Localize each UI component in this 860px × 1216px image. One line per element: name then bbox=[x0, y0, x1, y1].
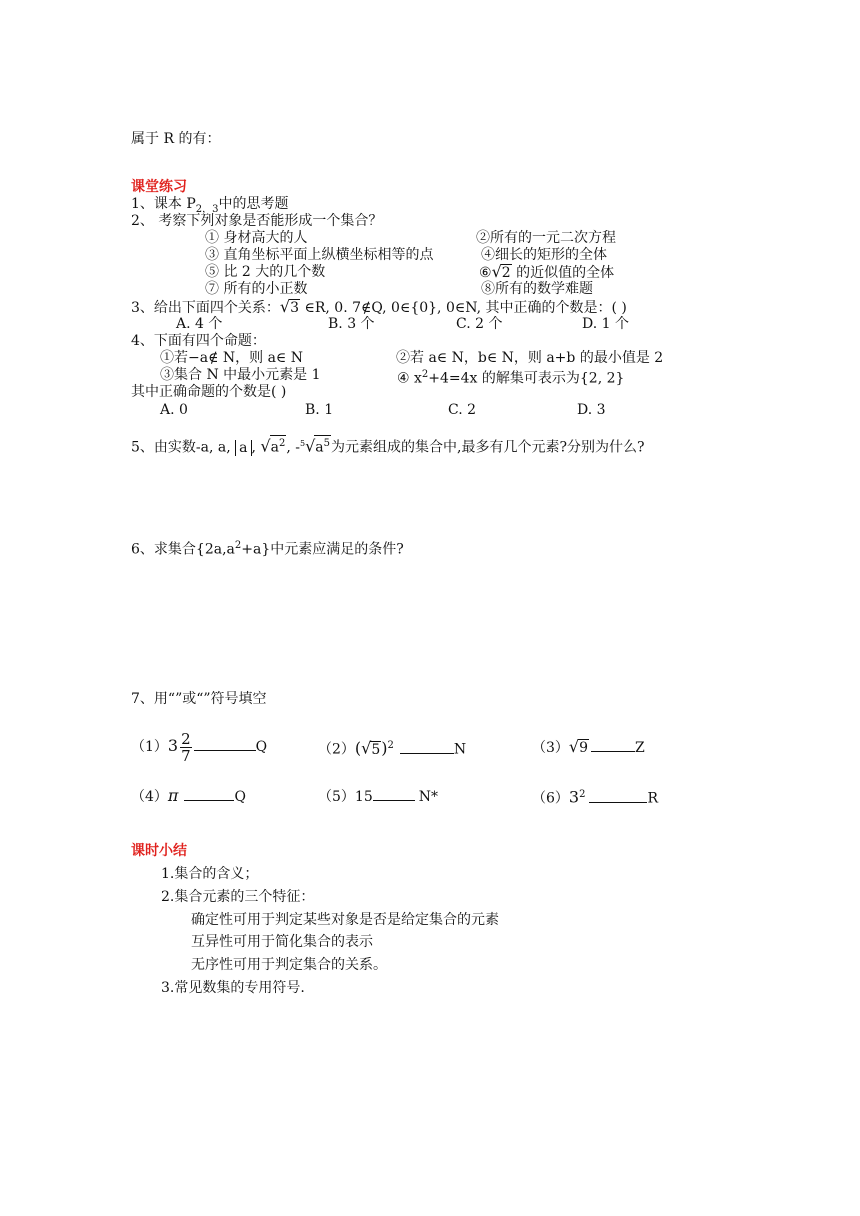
question-7: 7、用“”或“”符号填空 bbox=[131, 691, 267, 707]
q1-sub: 2，3 bbox=[195, 203, 219, 215]
q4-proposition-2: ②若 a∈ N，b∈ N，则 a+b 的最小值是 2 bbox=[396, 350, 664, 366]
answer-blank[interactable] bbox=[400, 739, 454, 754]
real-numbers-line: 属于 R 的有： bbox=[131, 131, 221, 147]
radical-sign: √ bbox=[305, 436, 316, 456]
q2-item-5: ⑤ 比 2 大的几个数 bbox=[205, 264, 326, 280]
q6-sup: 2 bbox=[234, 540, 242, 551]
q6-pre: 6、求集合{2a,a bbox=[131, 541, 235, 558]
q5-mid2: , - bbox=[286, 439, 300, 456]
q2-item-8: ⑧所有的数学难题 bbox=[481, 281, 593, 297]
q4-option-b: B. 1 bbox=[305, 402, 334, 418]
q3-option-b: B. 3 个 bbox=[328, 316, 375, 332]
radical-sign: √ bbox=[491, 262, 502, 281]
q2-item-4: ④细长的矩形的全体 bbox=[481, 247, 607, 263]
answer-blank[interactable] bbox=[184, 786, 234, 801]
q2-item-6-radicand: 2 bbox=[501, 265, 511, 281]
radical-sign: √ bbox=[260, 436, 271, 456]
q2-item-6-post: 的近似值的全体 bbox=[511, 265, 615, 281]
q3-post: ∈R, 0. 7∉Q, 0∈{0}, 0∈N, 其中正确的个数是：( ) bbox=[300, 300, 627, 316]
q7-blank-5: （5）15 N* bbox=[318, 786, 438, 806]
q5-radicand-2: $a^5$ bbox=[314, 435, 331, 456]
q4-proposition-4 bbox=[397, 366, 624, 388]
q2-item-3: ③ 直角坐标平面上纵横坐标相等的点 bbox=[205, 247, 434, 263]
fraction: $\frac{2}{7}$ bbox=[181, 729, 191, 765]
root-index: 5 bbox=[299, 439, 306, 448]
q7-blank-1: （1）3 $\frac{2}{7}$ Q bbox=[131, 729, 268, 765]
q2-item-1: ① 身材高大的人 bbox=[205, 230, 308, 246]
abs-value: a bbox=[235, 440, 251, 456]
summary-line-1: 1.集合的含义； bbox=[161, 866, 259, 882]
q4-p4-sup: 2 bbox=[421, 369, 429, 380]
summary-heading: 课时小结 bbox=[131, 843, 187, 859]
q4-proposition-3: ③集合 N 中最小元素是 1 bbox=[160, 367, 321, 383]
answer-blank[interactable] bbox=[373, 786, 415, 801]
q4-p4-post: +4=4x 的解集可表示为{2, 2} bbox=[428, 370, 625, 387]
practice-heading: 课堂练习 bbox=[131, 179, 187, 195]
q4-p4-pre: ④ x bbox=[397, 370, 422, 387]
answer-blank[interactable] bbox=[591, 737, 635, 752]
radical-sign: √ bbox=[279, 297, 291, 316]
q4-ask: 其中正确命题的个数是( ) bbox=[131, 384, 287, 400]
summary-line-2b: 互异性可用于简化集合的表示 bbox=[191, 934, 373, 950]
question-6 bbox=[131, 537, 404, 559]
q7-blank-4: （4）π Q bbox=[131, 786, 246, 805]
q2-item-7: ⑦ 所有的小正数 bbox=[205, 281, 308, 297]
q2-item-2: ②所有的一元二次方程 bbox=[476, 230, 616, 246]
q4-option-d: D. 3 bbox=[577, 402, 606, 418]
q3-radicand: 3 bbox=[290, 300, 300, 316]
radical-sign: √ bbox=[361, 738, 372, 758]
q6-post: +a}中元素应满足的条件? bbox=[241, 541, 404, 558]
q7-blank-3: （3）√9 Z bbox=[532, 737, 645, 756]
question-5 bbox=[131, 433, 644, 459]
summary-line-3: 3.常见数集的专用符号. bbox=[161, 980, 305, 996]
q3-option-d: D. 1 个 bbox=[582, 316, 629, 332]
q5-post: 为元素组成的集合中,最多有几个元素?分别为什么? bbox=[331, 439, 645, 456]
q5-pre: 5、由实数-a, a, bbox=[131, 439, 236, 456]
answer-blank[interactable] bbox=[194, 736, 256, 751]
summary-line-2: 2.集合元素的三个特征： bbox=[161, 889, 315, 905]
q7-blank-2: $(2)(√5)^2$ N bbox=[318, 738, 467, 758]
q3-pre: 3、给出下面四个关系： bbox=[131, 300, 280, 316]
answer-blank[interactable] bbox=[589, 788, 647, 803]
summary-line-2c: 无序性可用于判定集合的关系。 bbox=[191, 957, 387, 973]
q4-proposition-1: ①若−a∉ N，则 a∈ N bbox=[160, 350, 304, 366]
mixed-number-whole: 3 bbox=[167, 736, 179, 755]
q5-radicand-1: $a^2$ bbox=[270, 435, 287, 456]
q4-option-a: A. 0 bbox=[160, 402, 188, 418]
summary-line-2a: 确定性可用于判定某些对象是否是给定集合的元素 bbox=[191, 912, 499, 928]
q1-pre: 1、课本 P bbox=[131, 196, 196, 212]
q4-option-c: C. 2 bbox=[448, 402, 477, 418]
q3-option-c: C. 2 个 bbox=[456, 316, 503, 332]
question-2: 2、 考察下列对象是否能形成一个集合？ bbox=[131, 213, 383, 229]
radical-sign: √ bbox=[568, 737, 580, 756]
q2-item-6-pre: ⑥ bbox=[479, 265, 492, 281]
q3-option-a: A. 4 个 bbox=[176, 316, 223, 332]
q5-mid1: , bbox=[251, 439, 261, 456]
q1-post: 中的思考题 bbox=[218, 196, 289, 212]
question-4: 4、下面有四个命题： bbox=[131, 333, 266, 349]
q7-blank-6: $(6)3^2$ R bbox=[532, 787, 659, 807]
